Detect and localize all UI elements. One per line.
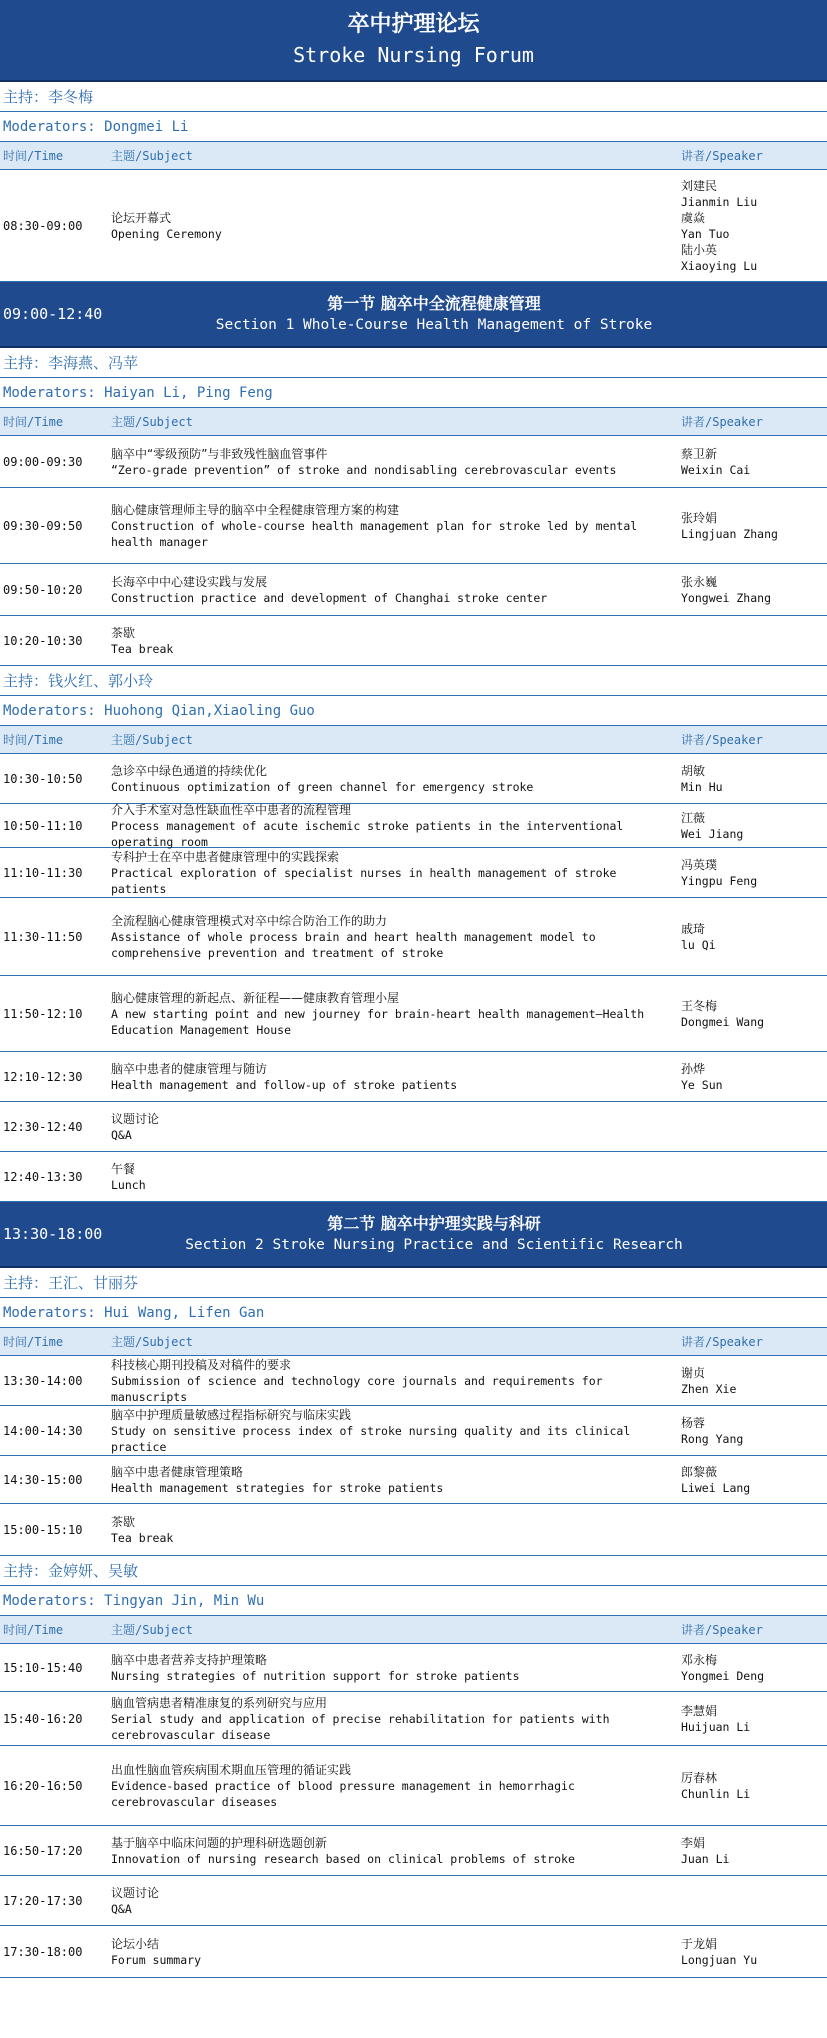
subject-zh: 脑卒中患者营养支持护理策略 bbox=[111, 1652, 268, 1667]
row-time: 17:20-17:30 bbox=[3, 1893, 83, 1908]
row-speakers bbox=[676, 1175, 827, 1179]
agenda-row bbox=[0, 1406, 827, 1456]
table-header bbox=[0, 408, 827, 436]
row-time: 16:20-16:50 bbox=[3, 1778, 83, 1793]
agenda-row bbox=[0, 1152, 827, 1202]
row-time: 15:40-16:20 bbox=[3, 1711, 83, 1726]
header-time: 时间/Time bbox=[3, 1623, 64, 1637]
row-time: 14:30-15:00 bbox=[3, 1472, 83, 1487]
speaker-name: 江薇 bbox=[681, 810, 706, 825]
forum-title-en: Stroke Nursing Forum bbox=[293, 43, 534, 67]
header-time: 时间/Time bbox=[3, 149, 64, 163]
subject-en: Q&A bbox=[111, 1901, 132, 1916]
row-subject bbox=[111, 500, 676, 552]
agenda-row bbox=[0, 1692, 827, 1746]
row-time: 13:30-14:00 bbox=[3, 1373, 83, 1388]
speaker-name: Min Hu bbox=[681, 779, 723, 794]
section-title-zh: 第一节 脑卒中全流程健康管理 bbox=[327, 294, 541, 313]
header-time: 时间/Time bbox=[3, 733, 64, 747]
subject-en: Tea break bbox=[111, 641, 174, 656]
subject-zh: 脑卒中“零级预防”与非致残性脑血管事件 bbox=[111, 446, 328, 461]
table-header bbox=[0, 142, 827, 170]
row-speakers bbox=[676, 1650, 827, 1686]
subject-en: Health management strategies for stroke patients bbox=[111, 1480, 444, 1495]
speaker-name: 于龙娟 bbox=[681, 1936, 718, 1951]
subject-en: Forum summary bbox=[111, 1952, 202, 1967]
moderators-en: Moderators: Huohong Qian,Xiaoling Guo bbox=[0, 696, 827, 726]
subject-zh: 午餐 bbox=[111, 1161, 136, 1176]
row-time: 10:30-10:50 bbox=[3, 771, 83, 786]
agenda-row bbox=[0, 1052, 827, 1102]
header-speaker: 讲者/Speaker bbox=[681, 1335, 763, 1349]
header-speaker: 讲者/Speaker bbox=[681, 149, 763, 163]
row-speakers bbox=[676, 1701, 827, 1737]
row-speakers bbox=[676, 996, 827, 1032]
row-subject bbox=[111, 444, 676, 480]
speaker-name: 刘建民 bbox=[681, 178, 718, 193]
agenda-row bbox=[0, 1876, 827, 1926]
row-subject bbox=[111, 1159, 676, 1195]
row-subject bbox=[111, 1650, 676, 1686]
row-time: 09:00-09:30 bbox=[3, 454, 83, 469]
section-banner bbox=[0, 1202, 827, 1268]
agenda-row bbox=[0, 1644, 827, 1692]
table-header bbox=[0, 1328, 827, 1356]
row-subject bbox=[111, 1512, 676, 1548]
agenda-row bbox=[0, 848, 827, 898]
section-title-zh: 第二节 脑卒中护理实践与科研 bbox=[327, 1214, 541, 1233]
row-subject bbox=[111, 1462, 676, 1498]
row-speakers bbox=[676, 176, 827, 276]
speaker-name: Jianmin Liu bbox=[681, 194, 758, 209]
agenda-row bbox=[0, 976, 827, 1052]
moderators-zh: 主持：金婷妍、吴敏 bbox=[0, 1556, 827, 1586]
speaker-name: Weixin Cai bbox=[681, 462, 751, 477]
row-speakers bbox=[676, 1059, 827, 1095]
subject-en: Assistance of whole process brain and heart health management model to comprehensive prevention and treatment of stroke bbox=[111, 929, 596, 960]
speaker-name: 谢贞 bbox=[681, 1365, 706, 1380]
subject-zh: 议题讨论 bbox=[111, 1885, 160, 1900]
forum-title-zh: 卒中护理论坛 bbox=[347, 12, 480, 37]
subject-zh: 议题讨论 bbox=[111, 1111, 160, 1126]
subject-zh: 出血性脑血管疾病围术期血压管理的循证实践 bbox=[111, 1762, 352, 1777]
subject-en: Opening Ceremony bbox=[111, 226, 222, 241]
subject-en: Evidence-based practice of blood pressure management in hemorrhagic cerebrovascular diseases bbox=[111, 1778, 575, 1809]
speaker-name: Lingjuan Zhang bbox=[681, 526, 778, 541]
row-subject bbox=[111, 911, 676, 963]
speaker-name: Yongmei Deng bbox=[681, 1668, 765, 1683]
row-speakers bbox=[676, 761, 827, 797]
header-speaker: 讲者/Speaker bbox=[681, 733, 763, 747]
speaker-name: 李慧娟 bbox=[681, 1703, 718, 1718]
header-time: 时间/Time bbox=[3, 415, 64, 429]
row-time: 17:30-18:00 bbox=[3, 1944, 83, 1959]
speaker-name: Chunlin Li bbox=[681, 1786, 751, 1801]
agenda-row bbox=[0, 488, 827, 564]
speaker-name: 陆小英 bbox=[681, 242, 718, 257]
section-title-en: Section 2 Stroke Nursing Practice and Scientific Research bbox=[185, 1237, 683, 1253]
row-subject bbox=[111, 1883, 676, 1919]
subject-zh: 茶歇 bbox=[111, 625, 136, 640]
subject-zh: 茶歇 bbox=[111, 1514, 136, 1529]
subject-zh: 脑心健康管理的新起点、新征程——健康教育管理小屋 bbox=[111, 990, 400, 1005]
agenda-row bbox=[0, 1102, 827, 1152]
agenda-row bbox=[0, 170, 827, 282]
speaker-name: 张玲娟 bbox=[681, 510, 718, 525]
row-subject bbox=[111, 761, 676, 797]
speaker-name: 胡敏 bbox=[681, 763, 706, 778]
subject-en: Construction of whole-course health management plan for stroke led by mental health manager bbox=[111, 518, 638, 549]
agenda-row bbox=[0, 1926, 827, 1978]
speaker-name: Ye Sun bbox=[681, 1077, 723, 1092]
agenda-row bbox=[0, 564, 827, 616]
row-subject bbox=[111, 1355, 676, 1407]
row-speakers bbox=[676, 919, 827, 955]
row-subject bbox=[111, 623, 676, 659]
row-subject bbox=[111, 1833, 676, 1869]
subject-zh: 基于脑卒中临床问题的护理科研选题创新 bbox=[111, 1835, 328, 1850]
row-speakers bbox=[676, 1899, 827, 1903]
subject-zh: 急诊卒中绿色通道的持续优化 bbox=[111, 763, 268, 778]
speaker-name: Longjuan Yu bbox=[681, 1952, 758, 1967]
row-subject bbox=[111, 847, 676, 899]
speaker-name: 冯英璞 bbox=[681, 857, 718, 872]
header-subject: 主题/Subject bbox=[111, 1623, 193, 1637]
speaker-name: 厉春林 bbox=[681, 1770, 718, 1785]
row-time: 12:40-13:30 bbox=[3, 1169, 83, 1184]
section-titles bbox=[111, 1213, 827, 1255]
speaker-name: Rong Yang bbox=[681, 1431, 744, 1446]
row-speakers bbox=[676, 1462, 827, 1498]
row-speakers bbox=[676, 1833, 827, 1869]
subject-zh: 论坛开幕式 bbox=[111, 210, 172, 225]
row-subject bbox=[111, 1760, 676, 1812]
header-speaker: 讲者/Speaker bbox=[681, 415, 763, 429]
speaker-name: Yan Tuo bbox=[681, 226, 730, 241]
subject-en: Submission of science and technology core journals and requirements for manuscripts bbox=[111, 1373, 603, 1404]
subject-zh: 专科护士在卒中患者健康管理中的实践探索 bbox=[111, 849, 340, 864]
agenda-row bbox=[0, 1826, 827, 1876]
row-time: 12:10-12:30 bbox=[3, 1069, 83, 1084]
row-speakers bbox=[676, 1768, 827, 1804]
speaker-name: 郎黎薇 bbox=[681, 1464, 718, 1479]
header-time: 时间/Time bbox=[3, 1335, 64, 1349]
row-subject bbox=[111, 800, 676, 852]
row-speakers bbox=[676, 1363, 827, 1399]
row-subject bbox=[111, 1059, 676, 1095]
row-subject bbox=[111, 1109, 676, 1145]
header-subject: 主题/Subject bbox=[111, 149, 193, 163]
subject-en: Construction practice and development of Changhai stroke center bbox=[111, 590, 548, 605]
row-time: 12:30-12:40 bbox=[3, 1119, 83, 1134]
speaker-name: 杨蓉 bbox=[681, 1415, 706, 1430]
agenda-row bbox=[0, 1356, 827, 1406]
subject-en: Process management of acute ischemic stroke patients in the interventional operating room bbox=[111, 818, 624, 849]
row-speakers bbox=[676, 572, 827, 608]
subject-zh: 介入手术室对急性缺血性卒中患者的流程管理 bbox=[111, 802, 352, 817]
moderators-zh: 主持：钱火红、郭小玲 bbox=[0, 666, 827, 696]
moderators-zh: 主持：李海燕、冯苹 bbox=[0, 348, 827, 378]
row-time: 10:20-10:30 bbox=[3, 633, 83, 648]
row-time: 16:50-17:20 bbox=[3, 1843, 83, 1858]
subject-en: Study on sensitive process index of stroke nursing quality and its clinical practice bbox=[111, 1423, 631, 1454]
row-speakers bbox=[676, 444, 827, 480]
table-header bbox=[0, 1616, 827, 1644]
speaker-name: Liwei Lang bbox=[681, 1480, 751, 1495]
speaker-name: lu Qi bbox=[681, 937, 716, 952]
speaker-name: 蔡卫新 bbox=[681, 446, 718, 461]
speaker-name: Yongwei Zhang bbox=[681, 590, 772, 605]
subject-en: Health management and follow-up of stroke patients bbox=[111, 1077, 458, 1092]
header-subject: 主题/Subject bbox=[111, 1335, 193, 1349]
row-time: 09:30-09:50 bbox=[3, 518, 83, 533]
agenda-row bbox=[0, 436, 827, 488]
speaker-name: 张永巍 bbox=[681, 574, 718, 589]
subject-zh: 全流程脑心健康管理模式对卒中综合防治工作的助力 bbox=[111, 913, 388, 928]
section-title-en: Section 1 Whole-Course Health Management of Stroke bbox=[215, 317, 653, 333]
agenda-row bbox=[0, 1504, 827, 1556]
row-subject bbox=[111, 988, 676, 1040]
subject-en: Tea break bbox=[111, 1530, 174, 1545]
speaker-name: Dongmei Wang bbox=[681, 1014, 765, 1029]
section-time: 13:30-18:00 bbox=[3, 1225, 103, 1243]
subject-zh: 脑卒中患者的健康管理与随访 bbox=[111, 1061, 268, 1076]
speaker-name: Huijuan Li bbox=[681, 1719, 751, 1734]
subject-en: Nursing strategies of nutrition support for stroke patients bbox=[111, 1668, 520, 1683]
moderators-en: Moderators: Hui Wang, Lifen Gan bbox=[0, 1298, 827, 1328]
speaker-name: Yingpu Feng bbox=[681, 873, 758, 888]
speaker-name: 李娟 bbox=[681, 1835, 706, 1850]
row-speakers bbox=[676, 808, 827, 844]
subject-zh: 脑血管病患者精准康复的系列研究与应用 bbox=[111, 1695, 328, 1710]
row-time: 15:00-15:10 bbox=[3, 1522, 83, 1537]
moderators-zh: 主持：王汇、甘丽芬 bbox=[0, 1268, 827, 1298]
row-time: 08:30-09:00 bbox=[3, 218, 83, 233]
row-subject bbox=[111, 208, 676, 244]
speaker-name: 邓永梅 bbox=[681, 1652, 718, 1667]
row-speakers bbox=[676, 1125, 827, 1129]
row-time: 09:50-10:20 bbox=[3, 582, 83, 597]
agenda-row bbox=[0, 804, 827, 848]
speaker-name: Wei Jiang bbox=[681, 826, 744, 841]
row-subject bbox=[111, 572, 676, 608]
row-speakers bbox=[676, 855, 827, 891]
moderators-zh: 主持：李冬梅 bbox=[0, 82, 827, 112]
speaker-name: 王冬梅 bbox=[681, 998, 718, 1013]
row-time: 11:50-12:10 bbox=[3, 1006, 83, 1021]
subject-en: Lunch bbox=[111, 1177, 146, 1192]
speaker-name: Juan Li bbox=[681, 1851, 730, 1866]
subject-zh: 脑卒中患者健康管理策略 bbox=[111, 1464, 244, 1479]
header-subject: 主题/Subject bbox=[111, 733, 193, 747]
subject-zh: 脑卒中护理质量敏感过程指标研究与临床实践 bbox=[111, 1407, 352, 1422]
row-time: 14:00-14:30 bbox=[3, 1423, 83, 1438]
row-subject bbox=[111, 1405, 676, 1457]
row-subject bbox=[111, 1693, 676, 1745]
subject-zh: 长海卒中中心建设实践与发展 bbox=[111, 574, 268, 589]
subject-en: “Zero-grade prevention” of stroke and nondisabling cerebrovascular events bbox=[111, 462, 617, 477]
row-time: 15:10-15:40 bbox=[3, 1660, 83, 1675]
row-speakers bbox=[676, 639, 827, 643]
speaker-name: 孙烨 bbox=[681, 1061, 706, 1076]
subject-en: Serial study and application of precise rehabilitation for patients with cerebrovascular disease bbox=[111, 1711, 610, 1742]
speaker-name: 戚琦 bbox=[681, 921, 706, 936]
subject-en: Q&A bbox=[111, 1127, 132, 1142]
agenda-row bbox=[0, 898, 827, 976]
row-speakers bbox=[676, 1413, 827, 1449]
row-subject bbox=[111, 1934, 676, 1970]
agenda-row bbox=[0, 1746, 827, 1826]
subject-zh: 论坛小结 bbox=[111, 1936, 160, 1951]
speaker-name: Xiaoying Lu bbox=[681, 258, 758, 273]
header-speaker: 讲者/Speaker bbox=[681, 1623, 763, 1637]
agenda-blocks bbox=[0, 82, 827, 1978]
row-time: 11:30-11:50 bbox=[3, 929, 83, 944]
header-subject: 主题/Subject bbox=[111, 415, 193, 429]
subject-en: A new starting point and new journey for brain-heart health management—Health Education Management House bbox=[111, 1006, 645, 1037]
row-time: 10:50-11:10 bbox=[3, 818, 83, 833]
row-time: 11:10-11:30 bbox=[3, 865, 83, 880]
agenda-row bbox=[0, 1456, 827, 1504]
row-speakers bbox=[676, 1934, 827, 1970]
section-banner bbox=[0, 282, 827, 348]
speaker-name: Zhen Xie bbox=[681, 1381, 737, 1396]
section-titles bbox=[111, 293, 827, 335]
agenda-row bbox=[0, 754, 827, 804]
section-time: 09:00-12:40 bbox=[3, 305, 103, 323]
moderators-en: Moderators: Tingyan Jin, Min Wu bbox=[0, 1586, 827, 1616]
subject-en: Continuous optimization of green channel for emergency stroke bbox=[111, 779, 534, 794]
forum-title-banner bbox=[0, 0, 827, 82]
row-speakers bbox=[676, 508, 827, 544]
agenda-row bbox=[0, 616, 827, 666]
row-speakers bbox=[676, 1528, 827, 1532]
table-header bbox=[0, 726, 827, 754]
speaker-name: 虞焱 bbox=[681, 210, 706, 225]
subject-en: Innovation of nursing research based on clinical problems of stroke bbox=[111, 1851, 575, 1866]
moderators-en: Moderators: Dongmei Li bbox=[0, 112, 827, 142]
subject-zh: 脑心健康管理师主导的脑卒中全程健康管理方案的构建 bbox=[111, 502, 400, 517]
subject-en: Practical exploration of specialist nurses in health management of stroke patients bbox=[111, 865, 617, 896]
moderators-en: Moderators: Haiyan Li, Ping Feng bbox=[0, 378, 827, 408]
subject-zh: 科技核心期刊投稿及对稿件的要求 bbox=[111, 1357, 292, 1372]
